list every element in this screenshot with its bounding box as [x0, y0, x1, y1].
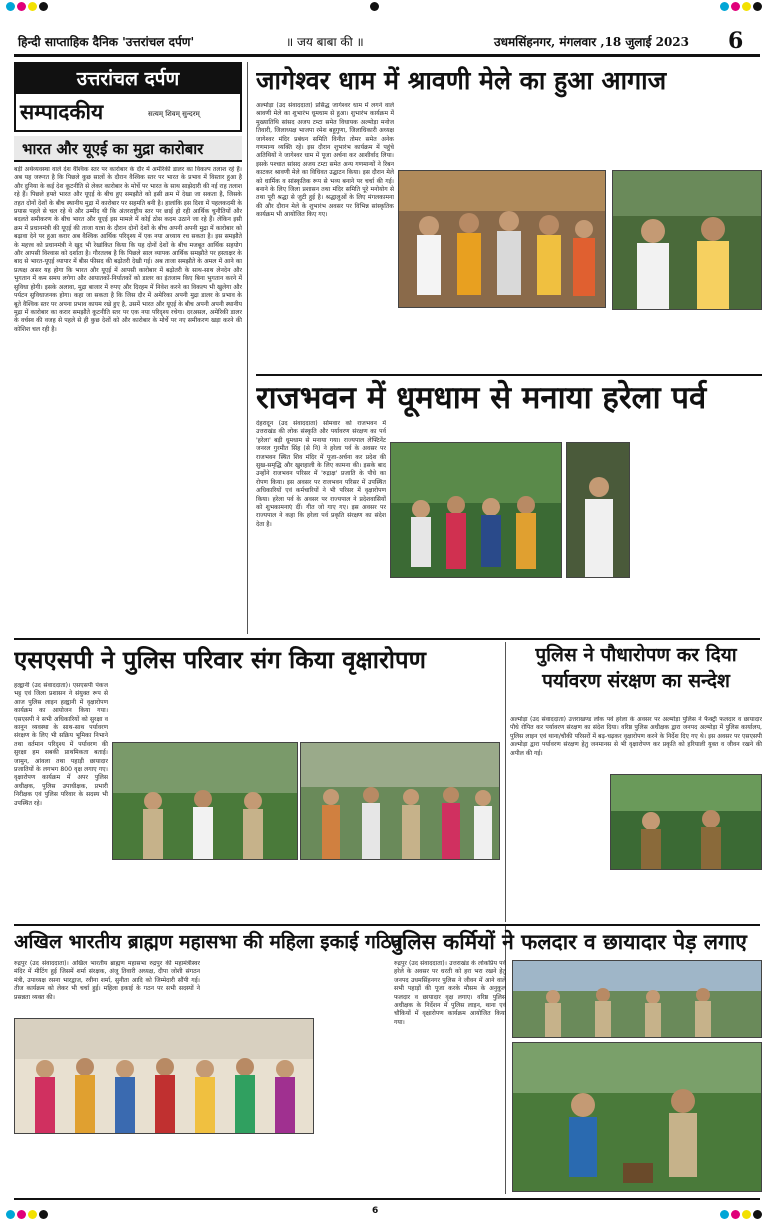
story4-headline-line2: पर्यावरण संरक्षण का सन्देश: [542, 670, 730, 692]
story6-headline: पुलिस कर्मियों ने फलदार व छायादार पेड़ लगाए: [390, 929, 747, 954]
story3-headline: एसएसपी ने पुलिस परिवार संग किया वृक्षारोपण: [14, 645, 426, 674]
registration-target-icon: [370, 2, 379, 11]
black-dot: [39, 2, 48, 11]
story5-caption: [14, 1136, 164, 1192]
black-dot: [753, 2, 762, 11]
yellow-dot: [742, 1210, 751, 1219]
story5-body-d: [168, 1136, 318, 1192]
story1-body-right: [612, 102, 762, 168]
story3-photo-a: [112, 742, 298, 860]
yellow-dot: [28, 2, 37, 11]
story6-photo-a: [512, 960, 762, 1038]
women-group-photo: [15, 1019, 314, 1134]
story4-headline-box: [510, 642, 762, 714]
story2-body-right: [634, 420, 762, 634]
story2-body: देहरादून (उद संवाददाता) सोमवार को राजभवन में उत्तराखंड की लोक संस्कृति और पर्यावरण संरक्षण का पर्व 'हरेला' बड़ी धूमधाम से मनाया गया। राज्यपाल लेफ्टिनेंट जनरल गुरमीत सिंह (से नि) ने हरेला पर्व के अवसर पर राजभवन स्थित शिव मंदिर में पूजा-अर्चना कर प्रदेश की सुख-समृद्धि और खुशहाली के लिए कामना की। इसके बाद उन्होंने राजभवन परिसर में 'रुद्राक्ष' प्रजाति के पौधे का रोपण किया। इस अवसर पर राजभवन परिसर में उपस्थित अधिकारियों एवं कर्मचारियों ने भी परिसर में वृक्षारोपण किया। हरेला पर्व के अवसर पर राज्यपाल ने प्रदेशवासियों को शुभकामनाएं दीं। गीत जो गाए गए। इस अवसर पर राज्यपाल ने कहा कि हरेला पर्व प्रकृति संरक्षण का संदेश देता है।: [256, 420, 386, 528]
story2-body-mid: [566, 420, 630, 440]
registration-marks-bottom-right: [720, 1210, 762, 1219]
story4-headline-line1: पुलिस ने पौधारोपण कर दिया: [535, 644, 737, 666]
row2-rule: [14, 638, 760, 640]
story5-body-b: [202, 960, 318, 1016]
magenta-dot: [17, 1210, 26, 1219]
magenta-dot: [17, 2, 26, 11]
governor-planting-photo: [391, 443, 562, 578]
story4-body-c: [510, 872, 762, 920]
cyan-dot: [720, 2, 729, 11]
dateline: उधमसिंहनगर, मंगलवार ,18 जुलाई 2023: [494, 35, 690, 49]
dignitaries-photo: [567, 443, 630, 578]
magenta-dot: [731, 2, 740, 11]
footer-rule: [14, 1198, 760, 1200]
yellow-dot: [28, 1210, 37, 1219]
story1-body-right2: [612, 312, 762, 370]
temple-crowd-photo: [399, 171, 606, 308]
story3-photo-b: [300, 742, 500, 860]
story2-photo-small: [566, 442, 630, 578]
story1-headline: जागेश्वर धाम में श्रावणी मेले का हुआ आगाज: [256, 66, 667, 95]
group-photo: [301, 743, 500, 860]
story3-body-d: [370, 682, 500, 738]
column-divider: [505, 642, 506, 922]
black-dot: [39, 1210, 48, 1219]
story3-body-c: [246, 682, 366, 738]
planting-sapling-photo: [513, 1043, 762, 1192]
story1-caption-a: [398, 312, 502, 370]
editorial-headline: भारत और यूएई का मुद्रा कारोबार: [14, 136, 242, 162]
story5-body: रुद्रपुर (उद संवाददाता)। अखिल भारतीय ब्राह्मण महासभा रुद्रपुर की महामंत्रीस्वर मंदिर में मीटिंग हुई जिसमें शर्मा संरक्षक, अंजू तिवारी अध्यक्ष, दीपा जोशी संगठन मंत्री, उपाध्यक्ष रसना भारद्वाज, रवीना शर्मा, सुनीता आदि को जिम्मेदारी सौंपी गई। तीज कार्यक्रम को लेकर भी चर्चा हुई। महिला इकाई के गठन पर सभी सदस्यों ने प्रसन्नता व्यक्त की।: [14, 960, 200, 1001]
story4-photo: [610, 774, 762, 870]
paper-name: हिन्दी साप्ताहिक दैनिक 'उत्तरांचल दर्पण': [18, 35, 195, 49]
police-family-planting-photo: [113, 743, 298, 860]
editorial-motto: सत्यम् शिवम् सुन्दरम्: [148, 110, 200, 118]
registration-marks-center: [370, 2, 379, 11]
cyan-dot: [6, 1210, 15, 1219]
story6-photo-b: [512, 1042, 762, 1192]
editorial-section-title: सम्पादकीय: [20, 99, 104, 124]
story3-body-b: [112, 682, 242, 738]
story1-divider: [256, 374, 762, 376]
header-rule: [14, 54, 760, 57]
police-lineup-photo: [513, 961, 762, 1038]
story2-headline: राजभवन में धूमधाम से मनाया हरेला पर्व: [256, 380, 707, 416]
story4-body: अल्मोड़ा (उद संवाददाता) उत्तराखण्ड लोक पर्व हरेला के अवसर पर अल्मोड़ा पुलिस ने फैक्ट्री फलदार व छायादार पौधे रोपित कर पर्यावरण संरक्षण का संदेश दिया। वरिष्ठ पुलिस अधीक्षक द्वारा जनपद अल्मोड़ा में पुलिस कार्यालय, पुलिस लाइन एवं थाना/चौकी परिसरों में बढ़-चढ़कर वृक्षारोपण करने के निर्देश दिए गए थे। इस अवसर पर एसएसपी अल्मोड़ा द्वारा पर्यावरण संरक्षण हेतु जनमानस से भी वृक्षारोपण कर प्रकृति को हरियाली युक्त व जीवन रखने की अपील की गई।: [510, 716, 762, 757]
column-divider: [247, 62, 248, 634]
story5-headline: अखिल भारतीय ब्राह्मण महासभा की महिला इकाई गठित: [14, 931, 403, 953]
officials-photo: [613, 171, 762, 310]
story1-photo-right: [612, 170, 762, 310]
story6-body: रुद्रपुर (उद संवाददाता)। उत्तराखंड के लोकप्रिय पर्व हरेले के अवसर पर धरती को हरा भरा रखने हेतु जनपद उधमसिंहनगर पुलिस ने जीवन में आने वाले सभी पहाड़ों की पूजा करके मौसम के अनुकूल फलदार व छायादार वृक्ष लगाए। वरिष्ठ पुलिस अधीक्षक के निर्देशन में पुलिस लाइन, थाना एवं चौकियों में वृक्षारोपण कार्यक्रम आयोजित किया गया।: [394, 960, 506, 1026]
cyan-dot: [6, 2, 15, 11]
registration-marks-right: [720, 2, 762, 11]
story5-photo: [14, 1018, 314, 1134]
story1-photo: [398, 170, 606, 308]
slogan: ॥ जय बाबा की ॥: [286, 35, 364, 49]
registration-marks-bottom-left: [6, 1210, 48, 1219]
black-dot: [753, 1210, 762, 1219]
yellow-dot: [742, 2, 751, 11]
masthead-title: उत्तरांचल दर्पण: [16, 64, 240, 94]
story4-body-b: [510, 774, 606, 870]
story3-body: हल्द्वानी (उद संवाददाता)। एसएसपी पंकज भट्ट एवं जिला प्रशासन ने संयुक्त रूप से आज पुलिस लाइन हल्द्वानी में वृक्षारोपण कार्यक्रम का आयोजन किया गया। एसएसपी ने सभी अधिकारियों को सुरक्षा व कानून व्यवस्था के साथ-साथ पर्यावरण संरक्षण के लिए भी सक्रिय भूमिका निभाने तथा वर्तमान परिदृश्य में पर्यावरण की सुरक्षा हम सबकी प्राथमिकता बताई। जामुन, आंवला तथा पहाड़ी छायादार प्रजातियों के लगभग 800 वृक्ष लगाए गए। वृक्षारोपण कार्यक्रम में अपर पुलिस अधीक्षक, पुलिस उपाधीक्षक, प्रभारी निरीक्षक एवं पुलिस परिवार के सदस्य भी उपस्थित रहे।: [14, 682, 108, 807]
editorial-masthead-box: [14, 62, 242, 132]
magenta-dot: [731, 1210, 740, 1219]
story1-body: अल्मोड़ा (उद संवाददाता) प्रसिद्ध जागेश्वर धाम में लगने वाले श्रावणी मेले का शुभारंभ धूमधाम से हुआ। शुभारंभ कार्यक्रम में मुख्यातिथि सांसद अजय टम्टा समेत विधायक अल्मोड़ा मनोज तिवारी, जिलाध्यक्ष भाजपा रमेश बहुगुणा, जिलाधिकारी अध्यक्ष जागेश्वर मंदिर प्रबंधन समिति विनीत तोमर समेत अनेक गणमान्य व्यक्ति रहे। इस दौरान शुभारंभ कार्यक्रम में पहुंचे अतिथियों ने जागेश्वर धाम में पूजा अर्चना कर आशीर्वाद लिया। इसके पश्चात सांसद अजय टम्टा समेत अन्य गणमान्यों ने रिबन काटकर श्रावणी मेले का विधिवत उद्घाटन किया। इस दौरान मेले को धार्मिक व सांस्कृतिक रूप से भव्य बनाने पर चर्चा की गई। बनाने के लिए जिला प्रशासन तथा मंदिर समिति पूरे मनोयोग से तथा पूरी श्रद्धा से जुटी हुई है। श्रद्धालुओं के लिए मंगलकामना की और दौरान मेले के शुभारंभ अवसर पर विभिन्न सांस्कृतिक कार्यक्रम भी आयोजित किए गए।: [256, 102, 394, 219]
police-planting-photo: [611, 775, 762, 870]
cyan-dot: [720, 1210, 729, 1219]
story3-caption: [112, 864, 500, 920]
page-number: 6: [728, 28, 744, 54]
story2-photo: [390, 442, 562, 578]
registration-marks-left: [6, 2, 48, 11]
footer-page-mark: 6: [372, 1206, 379, 1216]
editorial-body: बड़ी अर्थव्यवस्था वाले देश वैश्विक स्तर पर कारोबार के दौर में अमेरिकी डालर का विकल्प तलाश रहे हैं। अब यह जरूरत है कि पिछले कुछ सालों के दौरान वैश्विक स्तर पर भारत के प्रभाव में विस्तार हुआ है और दुनिया के कई देश कूटनीति से लेकर कारोबार के मोर्चे पर भारत के साथ साझेदारी की नई राह तलाश रहे हैं। पिछले हफ्ते भारत और यूएई के बीच हुए समझौते को इसी क्रम में देखा जा सकता है, जिसके तहत दोनों देशों के बीच स्थानीय मुद्रा में कारोबार पर सहमति बनी है। हालांकि इस दिशा में पहलकदमी के प्रयास पहले से चल रहे थे और उम्मीद थी कि अंतरराष्ट्रीय स्तर पर छाई हो रही आर्थिक चुनौतियों और बदलते समीकरण के बीच भारत और यूएई इस मामले में कोई ठोस कदम उठाने जा रहे हैं। लेकिन इसी क्रम में प्रधानमंत्री की यूएई की ताजा यात्रा के दौरान दोनों देशों के बीच अपनी अपनी मुद्रा में कारोबार को बढ़ावा देने पर हुआ करार अब वैश्विक आर्थिक परिदृश्य में एक नया अध्याय रच सकता है। इस समझौते के महत्त्व को प्रधानमंत्री ने खुद भी रेखांकित किया कि यह दोनों देशों के बीच मजबूत आर्थिक सहयोग और आपसी विश्वास को दर्शाता है। गौरतलब है कि पिछले साल व्यापक आर्थिक समझौते पर हस्ताक्षर के बाद से भारत-यूएई व्यापार में बीस फीसद की बढ़ोतरी देखी गई। अब ताजा समझौते के अमल में आने का प्रत्यक्ष असर यह होगा कि भारत और यूएई में आपसी कारोबार में बढ़ोतरी के साथ-साथ लेनदेन और भुगतान में कम समय लगेगा और आयातकों-निर्यातकों को डालर का इंतजाम किए बिना भुगतान करने में सुविधा होगी। इसके अलावा, मुद्रा बाजार में रुपए और दिरहम में निवेश करने का विकल्प भी खुलेगा और पर्यटन सुविधाजनक होगा। कहा जा सकता है कि जिस दौर में अमेरिका अपनी मुद्रा डालर के प्रभाव के बूते वैश्विक स्तर पर अपना प्रभाव कायम रखे हुए है, उसमें भारत और यूएई के बीच अपनी अपनी स्थानीय मुद्रा में कारोबार का करार समझौते कूटनीति स्तर पर एक नया परिदृश्य रचेगा। दरअसल, अमेरिकी डालर के वर्चस्व की वजह से पहले से ही कुछ देशों को और कारोबार के मोर्चे पर नए समीकरण खड़ा करने की कोशिश चल रही है।: [14, 166, 242, 333]
story2-caption: [390, 580, 562, 634]
